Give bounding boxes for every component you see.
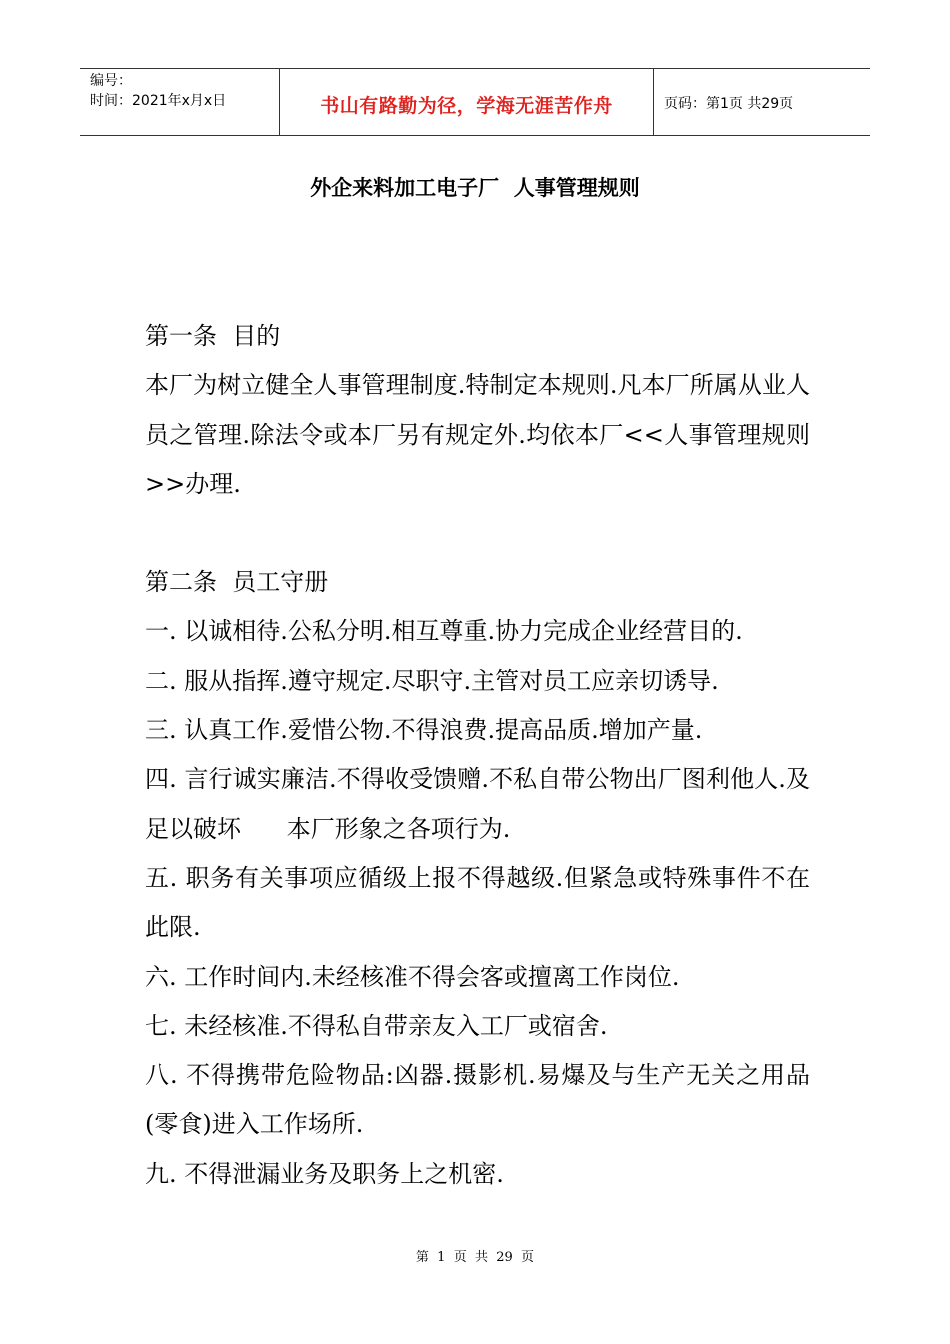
- article-1-body: 本厂为树立健全人事管理制度.特制定本规则.凡本厂所属从业人员之管理.除法令或本厂另有规定外.均依本厂<<人事管理规则>>办理.: [145, 371, 810, 498]
- rule-item-6: 六. 工作时间内.未经核准不得会客或擅离工作岗位.: [145, 962, 680, 991]
- document-title: 外企来料加工电子厂 人事管理规则: [310, 176, 640, 200]
- article-2-heading: 第二条 员工守册: [145, 568, 329, 597]
- document-header: [80, 68, 870, 136]
- page-footer: 第 1 页 共 29 页: [415, 1250, 535, 1265]
- rule-item-7: 七. 未经核准.不得私自带亲友入工厂或宿舍.: [145, 1011, 608, 1040]
- header-meta-cell: [80, 69, 280, 135]
- article-1-heading: 第一条 目的: [145, 322, 281, 350]
- rule-item-3: 三. 认真工作.爱惜公物.不得浪费.提高品质.增加产量.: [145, 716, 703, 745]
- rule-item-1: 一. 以诚相待.公私分明.相互尊重.协力完成企业经营目的.: [145, 617, 743, 646]
- rule-item-8: 八. 不得携带危险物品:凶器.摄影机.易爆及与生产无关之用品(零食)进入工作场所.: [145, 1061, 810, 1139]
- motto-text: 书山有路勤为径，学海无涯苦作舟: [320, 94, 613, 117]
- rule-item-4: 四. 言行诚实廉洁.不得收受馈赠.不私自带公物出厂图利他人.及足以破坏 本厂形象之各项行为.: [145, 765, 810, 843]
- rule-item-9: 九. 不得泄漏业务及职务上之机密.: [145, 1159, 504, 1188]
- paragraph-gap: [145, 509, 810, 558]
- header-motto-cell: [280, 69, 654, 135]
- number-label: 编号：: [90, 73, 132, 89]
- rule-item-5: 五. 职务有关事项应循级上报不得越级.但紧急或特殊事件不在此限.: [145, 863, 810, 942]
- rule-item-2: 二. 服从指挥.遵守规定.尽职守.主管对员工应亲切诱导.: [145, 666, 719, 695]
- header-page-cell: [654, 69, 870, 135]
- document-body: [145, 312, 810, 1199]
- page-info: 页码：第1页 共29页: [664, 96, 794, 112]
- time-label: 时间：2021年x月x日: [90, 93, 227, 109]
